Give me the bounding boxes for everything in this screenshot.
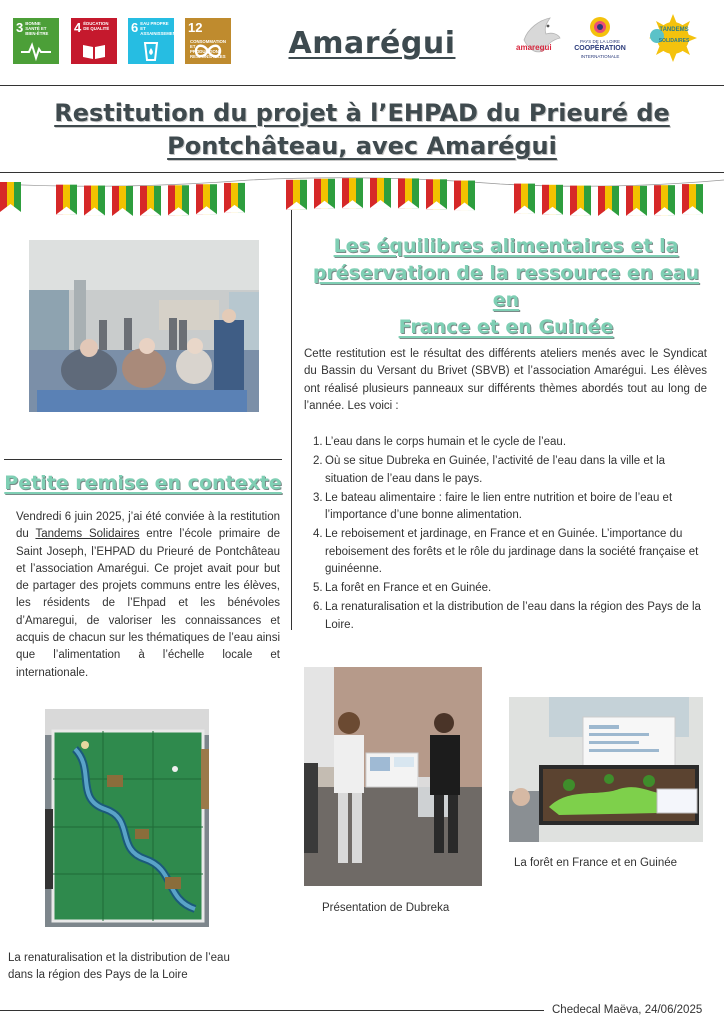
page-title: Restitution du projet à l’EHPAD du Prieuré de Pontchâteau, avec Amarégui [54, 99, 670, 160]
globe-icon [589, 16, 611, 38]
bunting-flag [542, 185, 563, 215]
banner-rule [0, 172, 724, 173]
column-divider [291, 210, 292, 630]
caption-dubreka: Présentation de Dubreka [322, 902, 450, 914]
bunting-flag [626, 186, 647, 216]
heartbeat-icon [19, 41, 53, 61]
list-item: 4. Le reboisement et jardinage, en France et en Guinée. L’importance du reboisement des forêts et le rôle du jardinage dans la société française et guinéenne. [313, 528, 699, 575]
list-item: 1. L’eau dans le corps humain et le cycle de l’eau. [313, 436, 567, 448]
list-item: 5. La forêt en France et en Guinée. [313, 582, 492, 594]
restitution-intro-paragraph: Cette restitution est le résultat des différents ateliers menés avec le Syndicat du Bassin du Versant du Brivet (SBVB) et l’association Amarégui. Les élèves ont réalisé plusieurs panneaux sur différents thèmes abordés tout au long de l’année. Les voici : [304, 348, 707, 412]
sdg-icon-4: 4 ÉDUCATION DE QUALITÉ [71, 18, 117, 64]
tandems-solidaires-logo: TANDEMS SOLIDAIRES [642, 12, 704, 64]
book-icon [77, 41, 111, 61]
context-section-title: Petite remise en contexte [4, 472, 282, 494]
bunting-flag [168, 185, 189, 215]
bunting-flag [398, 178, 419, 208]
bunting-flag [454, 181, 475, 211]
list-item: 2. Où se situe Dubreka en Guinée, l’activité de l’eau dans la ville et la situation de l’eau dans le pays. [313, 455, 666, 485]
caption-renaturalisation: La renaturalisation et la distribution de l’eau dans la région des Pays de la Loire [8, 952, 230, 981]
bunting-flag [286, 180, 307, 210]
dove-icon [514, 10, 566, 64]
signature: Chedecal Maëva, 24/06/2025 [552, 1004, 703, 1016]
equilibres-section-title: Les équilibres alimentaires et la préservation de la ressource en eau en France et en Guinée [312, 235, 700, 338]
amaregui-logo [514, 10, 566, 64]
bunting-flag [84, 186, 105, 216]
top-rule [0, 85, 724, 86]
list-item: 3. Le bateau alimentaire : faire le lien entre nutrition et boire de l’eau et l’importance d’une bonne alimentation. [313, 491, 673, 521]
footer-rule [0, 1010, 544, 1011]
bunting-flag [342, 178, 363, 208]
list-item: 6. La renaturalisation et la distribution de l’eau dans la région des Pays de la Loire. [313, 601, 701, 631]
bunting-flag [314, 179, 335, 209]
photo-dubreka-presentation [304, 667, 482, 886]
tandems-solidaires-link[interactable]: Tandems Solidaires [35, 528, 140, 541]
photo-renaturalisation-map [45, 709, 209, 927]
sdg-icon-12: 12CONSOMMATION ET PRODUCTION RESPONSABLES [185, 18, 231, 64]
bunting-flag [112, 186, 133, 216]
infinity-icon [191, 41, 225, 61]
bunting-flag [570, 186, 591, 216]
bunting-flag [654, 185, 675, 215]
context-paragraph: Vendredi 6 juin 2025, j’ai été conviée à la restitution du Tandems Solidaires entre l’école primaire de Saint Joseph, l’EHPAD du Prieuré de Pontchâteau et l’association Amarégui. Ce projet avait pour but de partager des projets communs entre les élèves, les résidents de l’Ehpad et les bénévoles d’Amaregui, de valoriser les connaissances et acquis de chacun sur les thématiques de l’eau ainsi que l’alimentation à l’échelle locale et internationale. [16, 511, 280, 679]
bunting-flag [598, 186, 619, 216]
photo-foret-model [509, 697, 703, 842]
bunting-flag [0, 182, 21, 212]
flag-bunting [0, 176, 724, 226]
themes-list [313, 434, 707, 636]
amaregui-logo-text: amaregui [516, 43, 552, 52]
bunting-flag [224, 183, 245, 213]
bunting-flag [426, 179, 447, 209]
caption-foret: La forêt en France et en Guinée [514, 857, 678, 869]
water-glass-icon [134, 41, 168, 61]
photo-restitution-room [29, 240, 259, 412]
sdg-icon-3: 3 BONNE SANTÉ ET BIEN-ÊTRE [13, 18, 59, 64]
sdg-icon-6: 6 EAU PROPRE ET ASSAINISSEMENT [128, 18, 174, 64]
bunting-flag [196, 184, 217, 214]
pays-de-la-loire-logo: PAYS DE LA LOIRE COOPÉRATION INTERNATIONALE [572, 16, 628, 62]
bunting-flag [56, 185, 77, 215]
left-section-rule [4, 459, 282, 460]
header-title: Amarégui [288, 26, 456, 61]
bunting-flag [682, 184, 703, 214]
bunting-flag [140, 186, 161, 216]
bunting-flag [514, 184, 535, 214]
bunting-flag [370, 178, 391, 208]
